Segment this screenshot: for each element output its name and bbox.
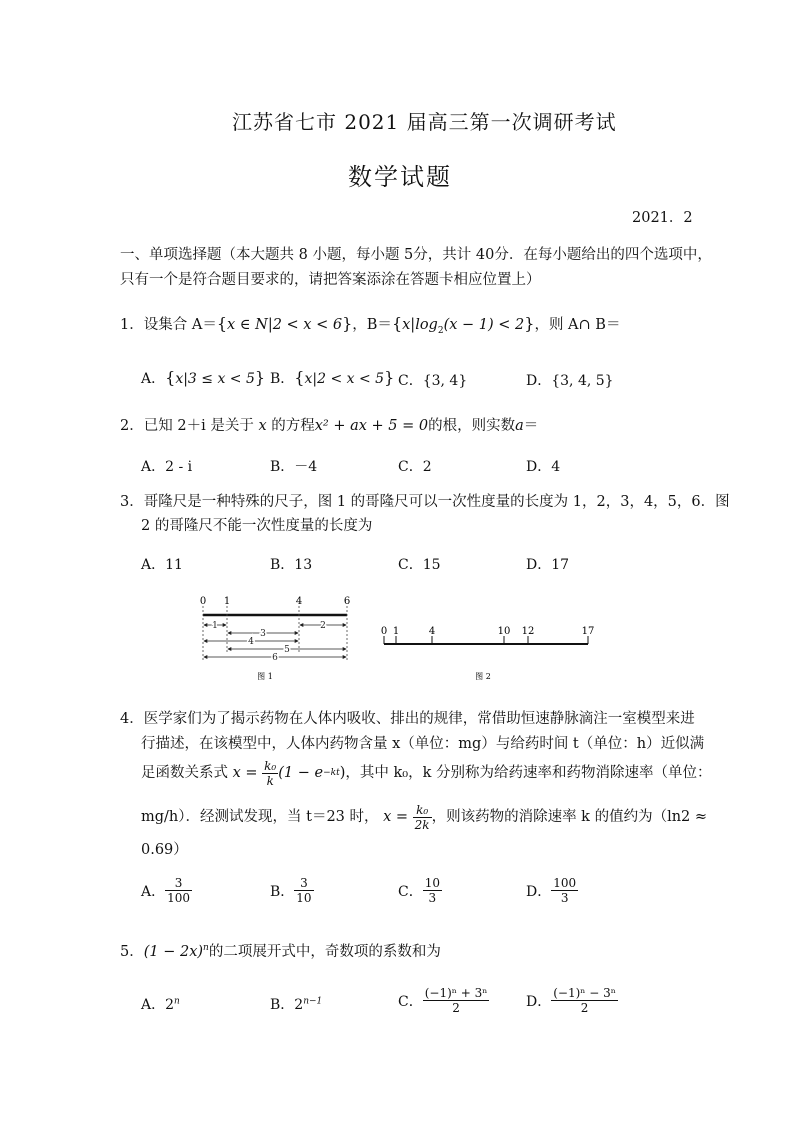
- fig2-tick-17: 17: [581, 626, 595, 637]
- q4-option-a[interactable]: A． $\frac{3}{100}$: [141, 876, 191, 905]
- fig2-tick-10: 10: [497, 626, 511, 637]
- q1-option-b[interactable]: B．{x|2 < x < 5}: [270, 368, 395, 387]
- fig1-tick-0: 0: [199, 596, 207, 607]
- fig1-tick-1: 1: [223, 596, 231, 607]
- q4-option-c[interactable]: C． $\frac{10}{3}$: [398, 876, 440, 905]
- q1-text-c: ，则 A∩ B＝: [534, 317, 621, 333]
- question-4-line1: 4．医学家们为了揭示药物在人体内吸收、排出的规律，常借助恒速静脉滴注一室模型来进: [120, 711, 695, 727]
- q1-text-a: 设集合 A＝: [143, 317, 217, 333]
- q3-option-b[interactable]: B．13: [270, 557, 313, 573]
- q2-option-b[interactable]: B．－4: [270, 459, 318, 475]
- q1-option-d[interactable]: D．{3, 4, 5}: [526, 373, 614, 389]
- golomb-ruler-figure-2: [376, 620, 596, 684]
- q4-option-b[interactable]: B． $\frac{3}{10}$: [270, 876, 312, 905]
- q1-log-base: 2: [437, 325, 444, 336]
- fig1-tick-6: 6: [343, 596, 351, 607]
- q2-option-c[interactable]: C．2: [398, 459, 432, 475]
- fig1-span-1: 1: [212, 621, 218, 631]
- q3-option-c[interactable]: C．15: [398, 557, 441, 573]
- q1-set-a: x ∈ N|2 < x < 6: [227, 317, 343, 333]
- q1-set-b-pre: x|log: [402, 317, 438, 333]
- fig2-caption: 图 2: [475, 672, 491, 681]
- question-4-line4: mg/h）．经测试发现，当 t＝23 时， x = $\frac{\text{k₀}}{2k}$ ，则该药物的消除速率 k 的值约为（ln2 ≈: [141, 802, 708, 832]
- fig1-span-6: 6: [272, 653, 278, 663]
- fig1-tick-4: 4: [295, 596, 303, 607]
- fig1-span-5: 5: [284, 645, 290, 655]
- question-3-line1: 3．哥隆尺是一种特殊的尺子，图 1 的哥隆尺可以一次性度量的长度为 1，2，3，4，5，6．图: [120, 494, 730, 510]
- fig1-span-3: 3: [260, 629, 266, 639]
- q5-option-b[interactable]: B．$2^{n-1}$: [270, 996, 323, 1013]
- q5-option-a[interactable]: A．2$^n$: [141, 996, 180, 1013]
- fig2-tick-0: 0: [380, 626, 388, 637]
- question-4-line3: 足函数关系式 x = $\frac{\text{k₀}}{k}$ (1 − e −kt ) ，其中 k₀，k 分别称为给药速率和药物消除速率（单位：: [141, 758, 712, 788]
- fig1-span-2: 2: [320, 621, 326, 631]
- q1-text-b: ，B＝: [352, 317, 392, 333]
- subject-title: 数学试题: [348, 163, 452, 191]
- q1-set-b-post: (x − 1) < 2: [443, 317, 525, 333]
- q2-option-d[interactable]: D．4: [526, 459, 561, 475]
- q2-option-a[interactable]: A．2 - i: [141, 459, 193, 475]
- fig2-tick-4: 4: [428, 626, 436, 637]
- exam-title: 江苏省七市 2021 届高三第一次调研考试: [232, 110, 617, 134]
- fig1-caption: 图 1: [257, 672, 273, 681]
- q1-option-c[interactable]: C．{3, 4}: [398, 373, 468, 389]
- golomb-ruler-figure-1: [190, 592, 362, 684]
- section-heading-line1: 一、单项选择题（本大题共 8 小题，每小题 5分，共计 40分．在每小题给出的四个选项中，: [120, 247, 712, 263]
- q4-formula1-fraction: $\frac{\text{k₀}}{k}$: [264, 758, 277, 788]
- q3-option-d[interactable]: D．17: [526, 557, 570, 573]
- q3-option-a[interactable]: A．11: [141, 557, 183, 573]
- fig2-tick-12: 12: [521, 626, 535, 637]
- question-4-line2: 行描述，在该模型中，人体内药物含量 x（单位：mg）与给药时间 t（单位：h）近似满: [141, 736, 705, 752]
- question-1-stem: 1．设集合 A＝{x ∈ N|2 < x < 6}，$B=\{x|\log_2(x - 1) < 2\}$，则 A∩ B＝: [120, 314, 621, 336]
- q1-option-a[interactable]: A．{x|3 ≤ x < 5}: [141, 368, 266, 387]
- fig1-span-4: 4: [248, 637, 254, 647]
- q2-equation: x² + ax + 5 = 0: [314, 418, 429, 434]
- q4-formula2-fraction: $\frac{\text{k₀}}{2k}$: [414, 802, 430, 832]
- question-4-line5: 0.69）: [141, 842, 188, 858]
- q4-option-d[interactable]: D． $\frac{100}{3}$: [526, 876, 577, 905]
- q5-option-c[interactable]: C． $\frac{\text{(−1)ⁿ + 3ⁿ}}{2}$: [398, 986, 488, 1015]
- question-number: 1．: [120, 317, 144, 333]
- fig2-tick-1: 1: [392, 626, 400, 637]
- question-2-stem: 2．已知 2＋i 是关于 x 的方程x² + ax + 5 = 0的根，则实数a＝: [120, 418, 539, 434]
- exam-date: 2021．2: [632, 210, 693, 226]
- section-heading-line2: 只有一个是符合题目要求的，请把答案添涂在答题卡相应位置上）: [120, 272, 541, 288]
- question-5-stem: 5．$(1 - 2x)^n$的二项展开式中，奇数项的系数和为: [120, 943, 441, 960]
- q5-option-d[interactable]: D． $\frac{\text{(−1)ⁿ − 3ⁿ}}{2}$: [526, 986, 616, 1015]
- question-3-line2: 2 的哥隆尺不能一次性度量的长度为: [141, 518, 373, 534]
